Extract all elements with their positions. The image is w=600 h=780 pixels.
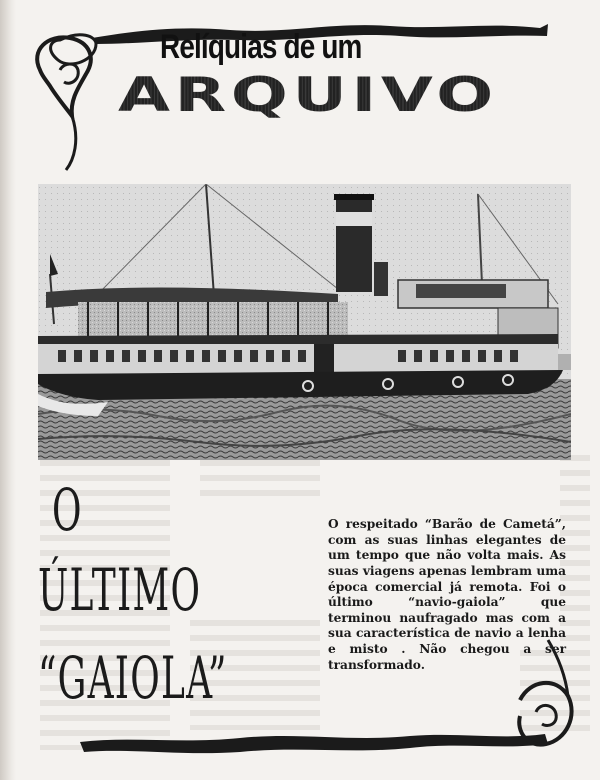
series-title-small: Relíquias de um <box>160 28 362 66</box>
headline-line-3: “GAIOLA” <box>38 644 228 712</box>
steamship-illustration <box>38 184 571 460</box>
steamship-photo <box>38 184 571 460</box>
headline-line-2: ÚLTIMO <box>38 556 202 624</box>
photo-caption: O respeitado “Barão de Cametá”, com as suas linhas elegantes de um tempo que não volta mais. As suas viagens apenas lembram uma época comercial já remota. Foi o último “navio-gaiola” que terminou naufragado mas com a sua característica de navio a lenha e misto . Não chegou a ser transformado. <box>328 517 566 672</box>
series-title-large: ARQUIVO <box>118 68 498 123</box>
headline-line-1: O <box>52 476 82 544</box>
